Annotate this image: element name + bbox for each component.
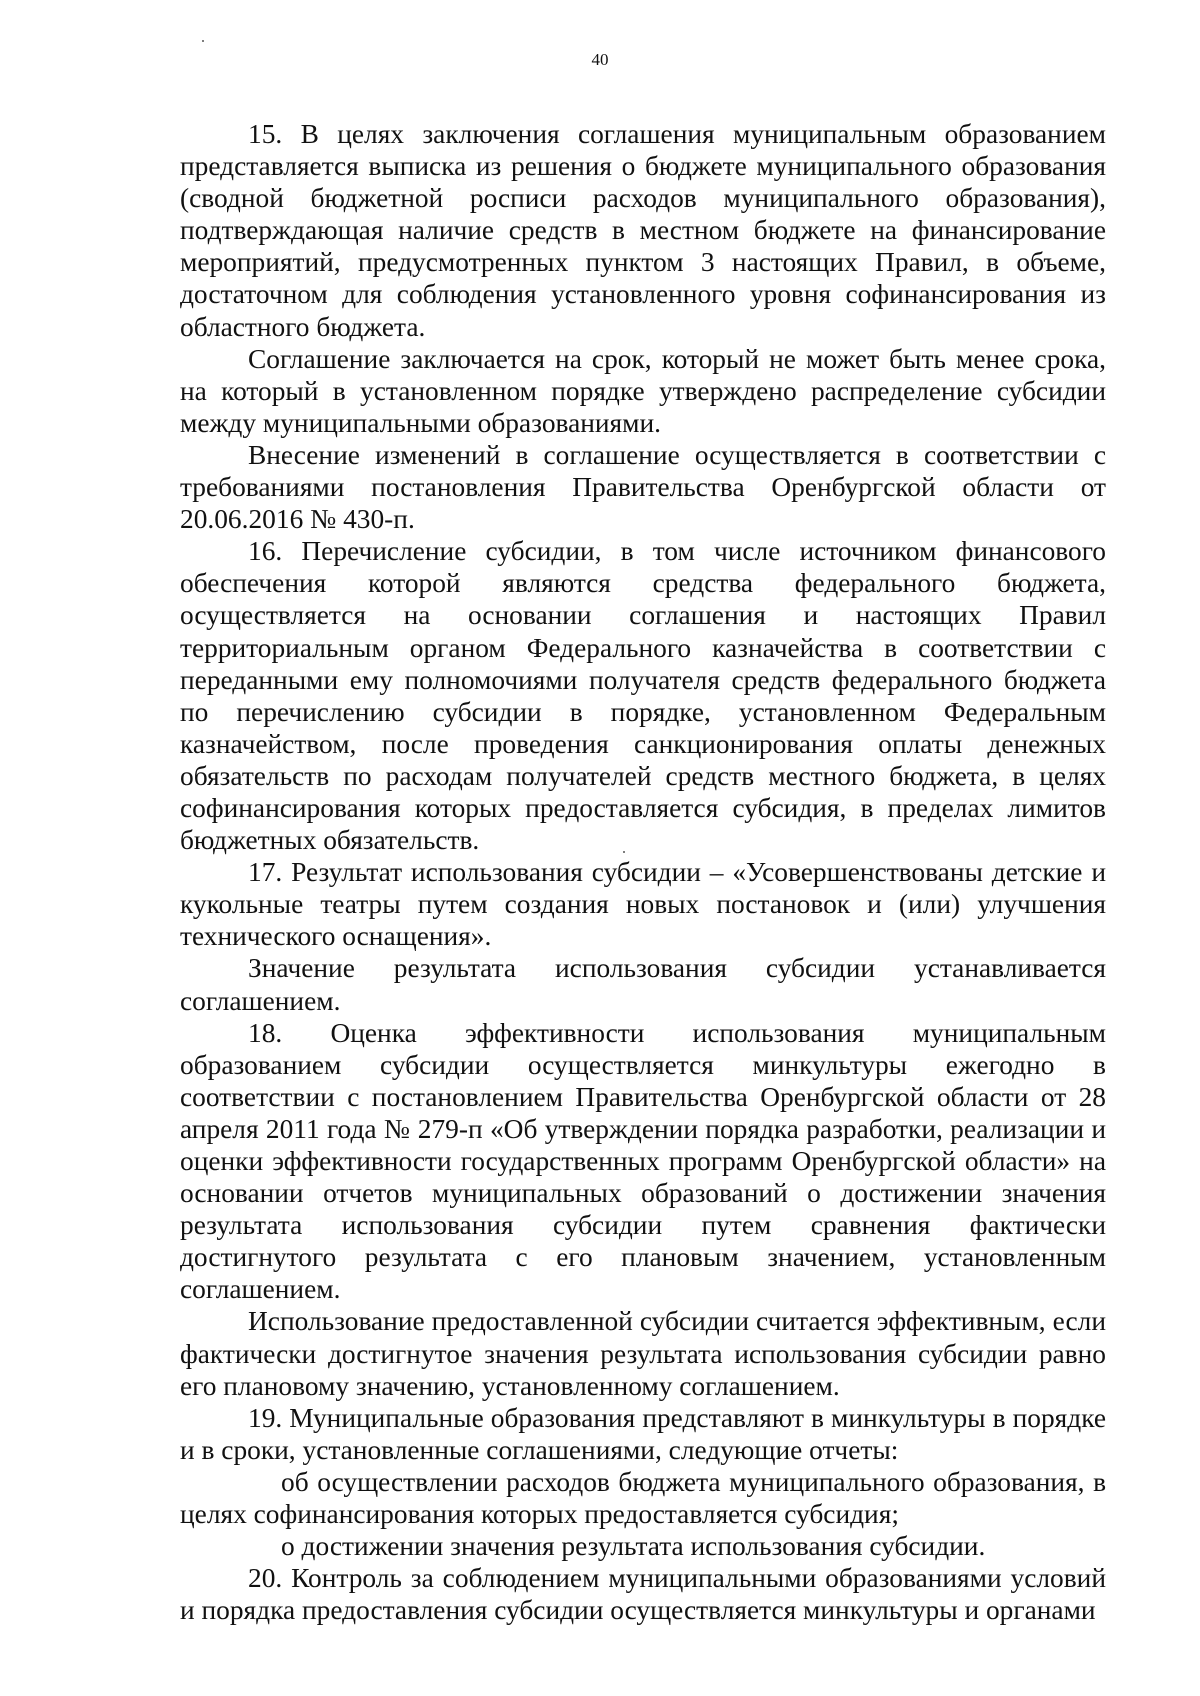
paragraph-15-term: Соглашение заключается на срок, который не может быть менее срока, на который в установленном порядке утверждено распределение субсидии между муниципальными образованиями. bbox=[180, 343, 1106, 438]
page-number: 40 bbox=[591, 50, 609, 69]
scan-speck bbox=[202, 40, 204, 42]
document-body bbox=[180, 118, 1106, 1626]
paragraph-17-value: Значение результата использования субсидии устанавливается соглашением. bbox=[180, 953, 1106, 1016]
paragraph-15-amendments: Внесение изменений в соглашение осуществляется в соответствии с требованиями постановления Правительства Оренбургской области от 20.06.2016 № 430-п. bbox=[180, 439, 1106, 535]
paragraph-19-report-expenses: об осуществлении расходов бюджета муниципального образования, в целях софинансирования которых предоставляется субсидия; bbox=[180, 1466, 1106, 1530]
paragraph-17: 17. Результат использования субсидии – «Усовершенствованы детские и кукольные театры путем создания новых постановок и (или) улучшения технического оснащения». bbox=[180, 857, 1106, 952]
paragraph-18: 18. Оценка эффективности использования муниципальным образованием субсидии осуществляется минкультуры ежегодно в соответствии с постановлением Правительства Оренбургской области от 28 апреля 2011 года № 279-п «Об утверждении порядка разработки, реализации и оценки эффективности государственных программ Оренбургской области» на основании отчетов муниципальных образований о достижении значения результата использования субсидии путем сравнения фактически достигнутого результата с его плановым значением, установленным соглашением. bbox=[180, 1017, 1106, 1305]
paragraph-18-efficiency: Использование предоставленной субсидии считается эффективным, если фактически достигнутое значения результата использования субсидии равно его плановому значению, установленному соглашением. bbox=[180, 1306, 1106, 1401]
paragraph-20: 20. Контроль за соблюдением муниципальными образованиями условий и порядка предоставления субсидии осуществляется минкультуры и органами bbox=[180, 1563, 1106, 1626]
paragraph-19: 19. Муниципальные образования представляют в минкультуры в порядке и в сроки, установленные соглашениями, следующие отчеты: bbox=[180, 1402, 1106, 1465]
paragraph-16: 16. Перечисление субсидии, в том числе источником финансового обеспечения которой являются средства федерального бюджета, осуществляется на основании соглашения и настоящих Правил территориальным органом Федерального казначейства в соответствии с переданными ему полномочиями получателя средств федерального бюджета по перечислению субсидии в порядке, установленном Федеральным казначейством, после проведения санкционирования оплаты денежных обязательств по расходам получателей средств местного бюджета, в целях софинансирования которых предоставляется субсидия, в пределах лимитов бюджетных обязательств. bbox=[180, 536, 1106, 856]
paragraph-15: 15. В целях заключения соглашения муниципальным образованием представляется выписка из решения о бюджете муниципального образования (сводной бюджетной росписи расходов муниципального образования), подтверждающая наличие средств в местном бюджете на финансирование мероприятий, предусмотренных пунктом 3 настоящих Правил, в объеме, достаточном для соблюдения установленного уровня софинансирования из областного бюджета. bbox=[180, 119, 1106, 342]
paragraph-19-report-result: о достижении значения результата использования субсидии. bbox=[281, 1531, 986, 1562]
